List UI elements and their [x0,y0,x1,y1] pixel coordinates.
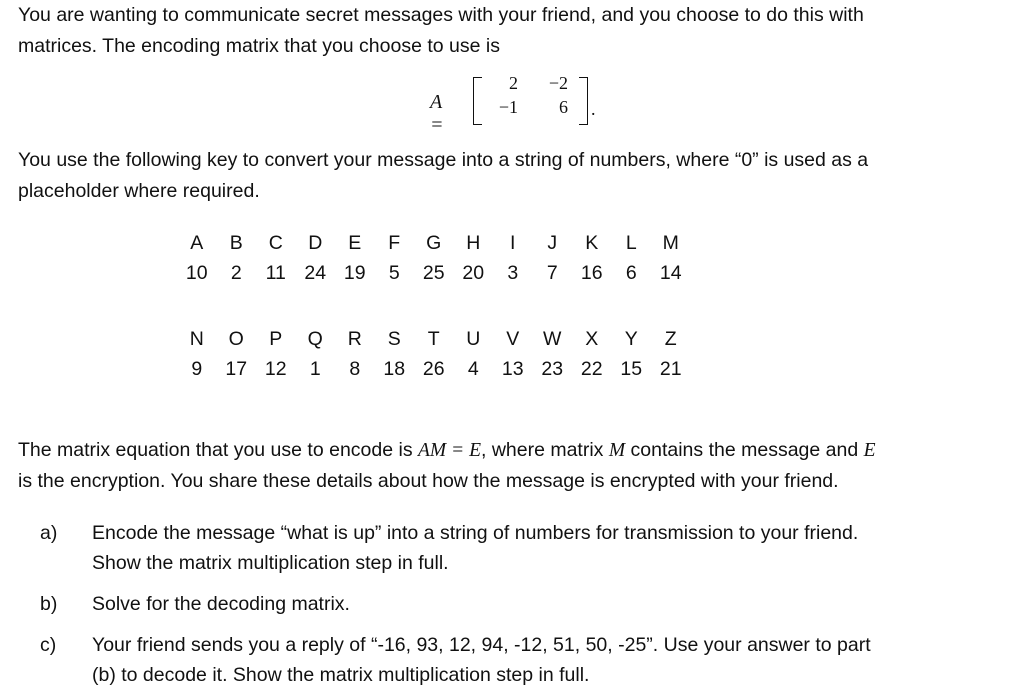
key-number: 19 [343,262,366,284]
key-number: 3 [507,262,519,284]
key-number: 12 [264,358,287,380]
key-number: 18 [383,358,406,380]
question-line-1: Solve for the decoding matrix. [92,593,350,615]
question-text [92,518,1007,578]
key-numbers-row-a-m [177,258,691,289]
key-number: 16 [580,262,603,284]
equation-line-2: is the encryption. You share these details about how the message is encrypted with your friend. [18,470,839,492]
key-number: 11 [265,262,286,284]
question-line-2: Show the matrix multiplication step in full. [92,552,449,574]
key-letter: G [426,232,442,254]
question-label: a) [40,522,58,544]
key-letters-row-n-z [177,325,691,354]
key-number: 5 [388,262,400,284]
key-number: 20 [462,262,485,284]
matrix-cell-a22: 6 [559,97,568,117]
key-letter: W [543,328,562,350]
key-intro-line-1: You use the following key to convert your message into a string of numbers, where “0” is used as a [18,149,869,171]
matrix-cell-a21: −1 [498,97,518,117]
key-letter: X [585,328,599,350]
key-number: 25 [422,262,445,284]
key-letter: R [347,328,362,350]
key-number: 13 [501,358,524,380]
key-number: 10 [185,262,208,284]
equation-text-2: , where matrix [480,439,609,461]
key-intro-paragraph [18,145,1008,207]
key-letter: I [510,232,516,254]
matrix-cell-a12: −2 [548,73,568,93]
intro-line-1: You are wanting to communicate secret messages with your friend, and you choose to do this with [18,4,864,26]
equation-symbol-m: M [608,440,626,461]
key-number: 17 [225,358,248,380]
key-number: 6 [625,262,637,284]
equation-paragraph [18,435,1008,497]
key-letter: Z [664,328,677,350]
matrix-cell-a11: 2 [509,73,518,93]
key-number: 1 [309,358,321,380]
equation-symbol-e: E [863,440,876,461]
key-letter: Y [624,328,638,350]
key-letter: L [625,232,637,254]
question-line-1: Your friend sends you a reply of “-16, 93, 12, 94, -12, 51, 50, -25”. Use your answer to part [92,634,871,656]
key-number: 8 [349,358,361,380]
question-text [92,630,1007,690]
key-letter: A [190,232,204,254]
key-number: 15 [620,358,643,380]
equation-text-3: contains the message and [625,439,864,461]
key-number: 7 [546,262,558,284]
key-letter: S [387,328,401,350]
key-letter: D [308,232,323,254]
key-number: 2 [230,262,242,284]
cipher-key-table-n-z [177,325,691,385]
equation-formula: AM = E [418,440,481,461]
equation-text-1: The matrix equation that you use to encode is [18,439,418,461]
key-letter: K [585,232,599,254]
key-letter: B [229,232,243,254]
cipher-key-table-a-m [177,229,691,289]
key-intro-line-2: placeholder where required. [18,180,260,202]
key-letter: H [466,232,481,254]
key-letter: J [547,232,558,254]
intro-line-2: matrices. The encoding matrix that you choose to use is [18,35,500,57]
key-letter: V [506,328,520,350]
key-number: 4 [467,358,479,380]
key-letter: Q [307,328,323,350]
key-letters-row-a-m [177,229,691,258]
intro-paragraph [18,0,1008,62]
key-number: 21 [659,358,682,380]
question-text [92,589,1007,619]
key-letter: E [348,232,362,254]
key-numbers-row-n-z [177,354,691,385]
key-number: 23 [541,358,564,380]
key-letter: N [189,328,204,350]
matrix-period: . [591,99,596,119]
question-label: b) [40,593,58,615]
question-line-2: (b) to decode it. Show the matrix multiplication step in full. [92,664,590,686]
key-letter: M [662,232,679,254]
key-letter: C [268,232,283,254]
matrix-left-bracket [473,77,482,125]
key-letter: T [427,328,440,350]
matrix-label: A = [430,91,444,136]
question-line-1: Encode the message “what is up” into a string of numbers for transmission to your friend. [92,522,859,544]
key-number: 22 [580,358,603,380]
key-number: 24 [304,262,327,284]
matrix-right-bracket [579,77,588,125]
key-letter: F [388,232,401,254]
key-letter: O [228,328,244,350]
key-number: 9 [191,358,203,380]
question-label: c) [40,634,57,656]
key-number: 14 [659,262,682,284]
key-number: 26 [422,358,445,380]
key-letter: P [269,328,283,350]
key-letter: U [466,328,481,350]
